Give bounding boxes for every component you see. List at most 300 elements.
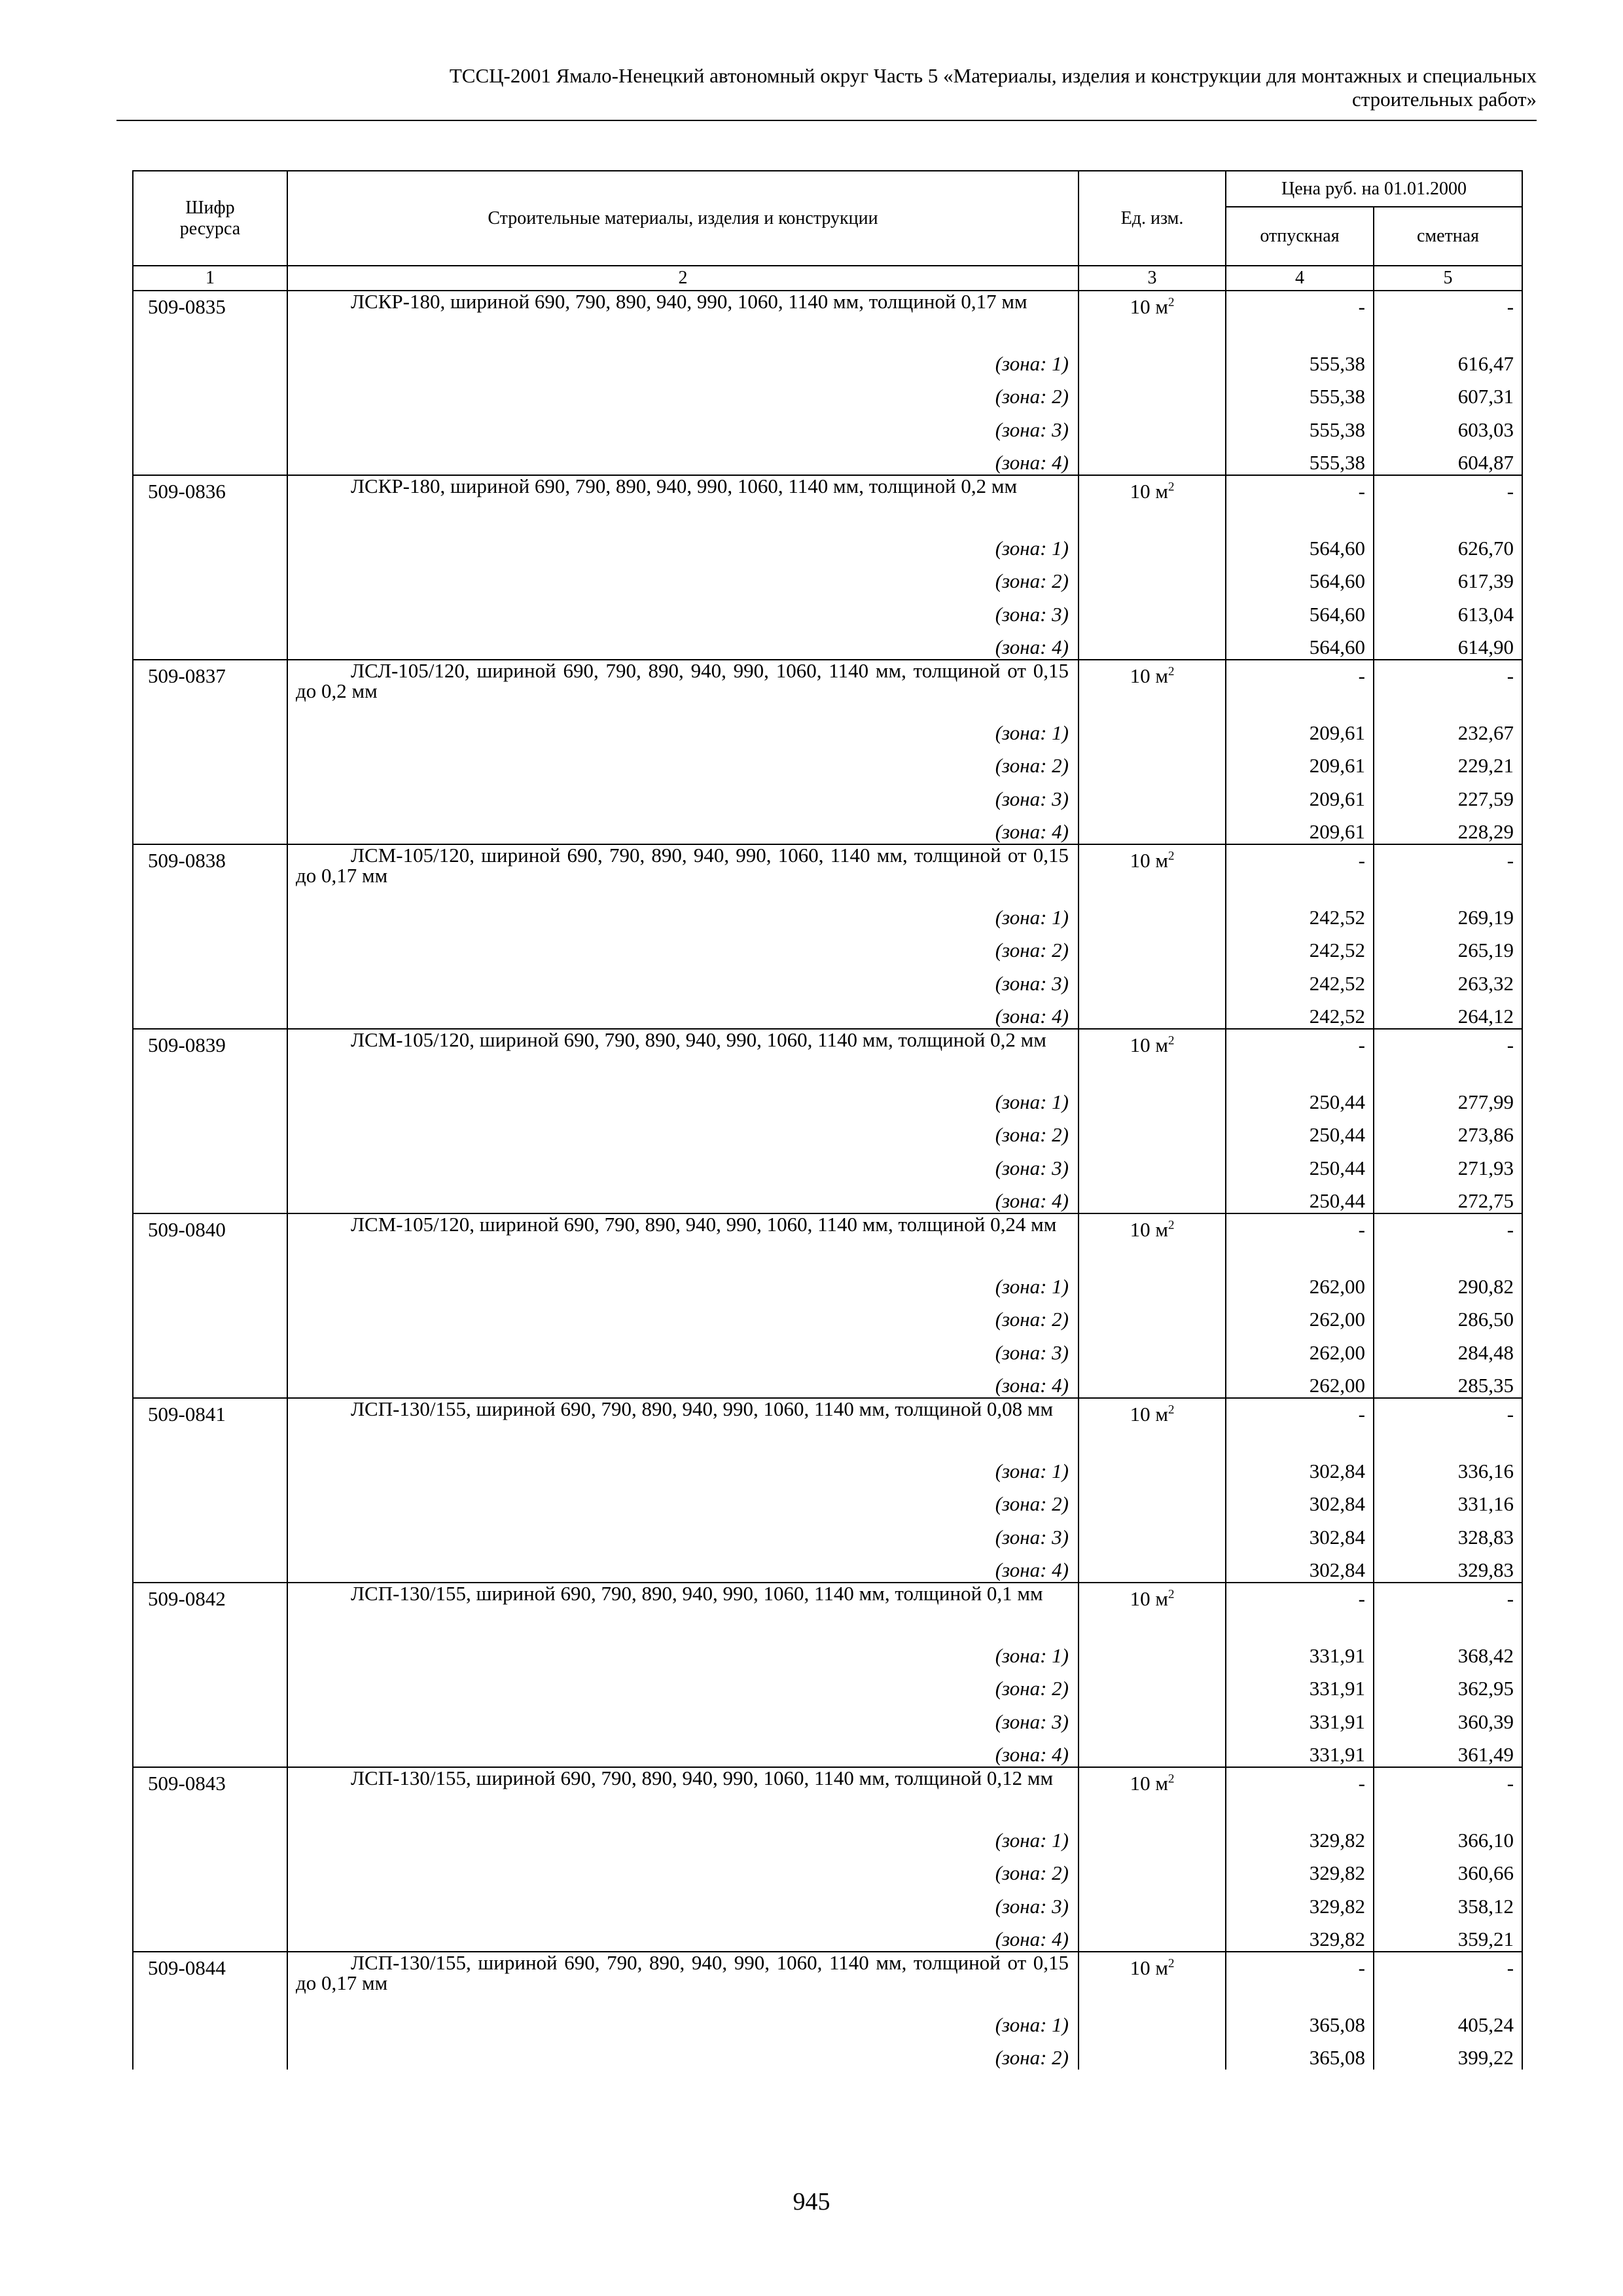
empty-cell bbox=[133, 778, 287, 811]
empty-cell bbox=[133, 1180, 287, 1214]
zone-label: (зона: 2) bbox=[287, 1668, 1079, 1701]
resource-name-text: ЛСЛ-105/120, шириной 690, 790, 890, 940, 990, 1060, 1140 мм, толщиной от 0,15 до 0,2 мм bbox=[296, 659, 1069, 702]
resource-unit bbox=[1079, 1767, 1226, 1819]
empty-cell bbox=[1079, 626, 1226, 660]
zone-release-price: 331,91 bbox=[1226, 1734, 1374, 1768]
release-price: - bbox=[1226, 1029, 1374, 1081]
resource-code: 509-0838 bbox=[133, 844, 287, 896]
empty-cell bbox=[133, 2037, 287, 2070]
empty-cell bbox=[133, 1265, 287, 1299]
zone-release-price: 555,38 bbox=[1226, 442, 1374, 476]
zone-estimate-price: 607,31 bbox=[1374, 376, 1522, 409]
estimate-price: - bbox=[1374, 660, 1522, 711]
unit-text: 10 м bbox=[1130, 1403, 1168, 1426]
empty-cell bbox=[133, 1668, 287, 1701]
empty-cell bbox=[133, 1852, 287, 1886]
table-body bbox=[133, 291, 1522, 2070]
empty-cell bbox=[133, 1299, 287, 1332]
empty-cell bbox=[133, 376, 287, 409]
zone-estimate-price: 626,70 bbox=[1374, 527, 1522, 560]
zone-estimate-price: 614,90 bbox=[1374, 626, 1522, 660]
empty-cell bbox=[133, 2003, 287, 2037]
release-price: - bbox=[1226, 1952, 1374, 2003]
zone-estimate-price: 604,87 bbox=[1374, 442, 1522, 476]
zone-release-price: 331,91 bbox=[1226, 1668, 1374, 1701]
resource-name-text: ЛСКР-180, шириной 690, 790, 890, 940, 990, 1060, 1140 мм, толщиной 0,17 мм bbox=[351, 290, 1027, 313]
release-price: - bbox=[1226, 475, 1374, 527]
zone-label: (зона: 1) bbox=[287, 896, 1079, 929]
page-number: 945 bbox=[793, 2188, 830, 2215]
zone-estimate-price: 360,66 bbox=[1374, 1852, 1522, 1886]
empty-cell bbox=[1079, 1081, 1226, 1114]
col-number: 3 bbox=[1079, 266, 1226, 291]
unit-exponent: 2 bbox=[1168, 1403, 1175, 1417]
resource-name bbox=[287, 660, 1079, 711]
resource-code: 509-0836 bbox=[133, 475, 287, 527]
empty-cell bbox=[1079, 442, 1226, 476]
zone-label: (зона: 1) bbox=[287, 1634, 1079, 1668]
empty-cell bbox=[1079, 1331, 1226, 1365]
zone-estimate-price: 329,83 bbox=[1374, 1549, 1522, 1583]
empty-cell bbox=[1079, 2003, 1226, 2037]
zone-row bbox=[133, 896, 1522, 929]
resource-code: 509-0843 bbox=[133, 1767, 287, 1819]
zone-estimate-price: 263,32 bbox=[1374, 962, 1522, 996]
zone-label: (зона: 2) bbox=[287, 929, 1079, 963]
zone-release-price: 262,00 bbox=[1226, 1265, 1374, 1299]
zone-release-price: 250,44 bbox=[1226, 1081, 1374, 1114]
zone-row bbox=[133, 1918, 1522, 1952]
empty-cell bbox=[133, 929, 287, 963]
zone-label: (зона: 3) bbox=[287, 962, 1079, 996]
zone-release-price: 242,52 bbox=[1226, 929, 1374, 963]
resource-name-text: ЛСП-130/155, шириной 690, 790, 890, 940, 990, 1060, 1140 мм, толщиной 0,12 мм bbox=[351, 1767, 1054, 1789]
zone-row bbox=[133, 408, 1522, 442]
running-header bbox=[116, 64, 1537, 111]
zone-label: (зона: 1) bbox=[287, 1819, 1079, 1852]
unit-text: 10 м bbox=[1130, 1033, 1168, 1056]
estimate-price: - bbox=[1374, 475, 1522, 527]
empty-cell bbox=[1079, 1819, 1226, 1852]
resource-name bbox=[287, 844, 1079, 896]
resource-code: 509-0841 bbox=[133, 1398, 287, 1450]
zone-row bbox=[133, 745, 1522, 778]
zone-row bbox=[133, 1114, 1522, 1147]
zone-label: (зона: 3) bbox=[287, 1885, 1079, 1918]
release-price: - bbox=[1226, 660, 1374, 711]
zone-label: (зона: 3) bbox=[287, 1700, 1079, 1734]
empty-cell bbox=[1079, 1700, 1226, 1734]
zone-estimate-price: 271,93 bbox=[1374, 1147, 1522, 1180]
empty-cell bbox=[133, 593, 287, 626]
empty-cell bbox=[133, 962, 287, 996]
col-unit-header: Ед. изм. bbox=[1079, 171, 1226, 266]
unit-text: 10 м bbox=[1130, 480, 1168, 503]
zone-estimate-price: 368,42 bbox=[1374, 1634, 1522, 1668]
zone-estimate-price: 284,48 bbox=[1374, 1331, 1522, 1365]
empty-cell bbox=[1079, 962, 1226, 996]
zone-estimate-price: 272,75 bbox=[1374, 1180, 1522, 1214]
unit-exponent: 2 bbox=[1168, 664, 1175, 679]
empty-cell bbox=[1079, 711, 1226, 745]
zone-row bbox=[133, 1516, 1522, 1549]
empty-cell bbox=[133, 560, 287, 594]
zone-label: (зона: 4) bbox=[287, 626, 1079, 660]
zone-release-price: 262,00 bbox=[1226, 1299, 1374, 1332]
zone-row bbox=[133, 560, 1522, 594]
empty-cell bbox=[133, 1365, 287, 1399]
zone-label: (зона: 1) bbox=[287, 1081, 1079, 1114]
zone-estimate-price: 265,19 bbox=[1374, 929, 1522, 963]
empty-cell bbox=[1079, 896, 1226, 929]
empty-cell bbox=[1079, 1852, 1226, 1886]
empty-cell bbox=[133, 626, 287, 660]
zone-row bbox=[133, 1885, 1522, 1918]
zone-estimate-price: 331,16 bbox=[1374, 1483, 1522, 1516]
estimate-price: - bbox=[1374, 1583, 1522, 1634]
empty-cell bbox=[133, 896, 287, 929]
zone-row bbox=[133, 2037, 1522, 2070]
zone-estimate-price: 290,82 bbox=[1374, 1265, 1522, 1299]
zone-release-price: 329,82 bbox=[1226, 1918, 1374, 1952]
zone-release-price: 555,38 bbox=[1226, 342, 1374, 376]
resource-unit bbox=[1079, 475, 1226, 527]
zone-label: (зона: 4) bbox=[287, 996, 1079, 1030]
empty-cell bbox=[1079, 1668, 1226, 1701]
zone-row bbox=[133, 1450, 1522, 1483]
zone-label: (зона: 4) bbox=[287, 1180, 1079, 1214]
col-name-header: Строительные материалы, изделия и конструкции bbox=[287, 171, 1079, 266]
empty-cell bbox=[1079, 1365, 1226, 1399]
empty-cell bbox=[133, 1549, 287, 1583]
zone-row bbox=[133, 376, 1522, 409]
resource-code: 509-0842 bbox=[133, 1583, 287, 1634]
zone-estimate-price: 603,03 bbox=[1374, 408, 1522, 442]
empty-cell bbox=[1079, 342, 1226, 376]
empty-cell bbox=[133, 811, 287, 845]
price-table bbox=[132, 170, 1523, 2070]
zone-release-price: 564,60 bbox=[1226, 527, 1374, 560]
resource-name-text: ЛСМ-105/120, шириной 690, 790, 890, 940, 990, 1060, 1140 мм, толщиной 0,24 мм bbox=[351, 1213, 1057, 1236]
table-row bbox=[133, 1952, 1522, 2003]
empty-cell bbox=[1079, 1450, 1226, 1483]
zone-release-price: 365,08 bbox=[1226, 2003, 1374, 2037]
zone-release-price: 250,44 bbox=[1226, 1147, 1374, 1180]
col-price-header: Цена руб. на 01.01.2000 bbox=[1226, 171, 1522, 207]
empty-cell bbox=[133, 711, 287, 745]
zone-label: (зона: 4) bbox=[287, 1918, 1079, 1952]
zone-estimate-price: 366,10 bbox=[1374, 1819, 1522, 1852]
empty-cell bbox=[133, 1634, 287, 1668]
empty-cell bbox=[1079, 1483, 1226, 1516]
empty-cell bbox=[133, 1700, 287, 1734]
zone-label: (зона: 1) bbox=[287, 2003, 1079, 2037]
zone-label: (зона: 3) bbox=[287, 408, 1079, 442]
resource-name-text: ЛСМ-105/120, шириной 690, 790, 890, 940, 990, 1060, 1140 мм, толщиной 0,2 мм bbox=[351, 1028, 1046, 1051]
zone-row bbox=[133, 1147, 1522, 1180]
release-price: - bbox=[1226, 844, 1374, 896]
empty-cell bbox=[1079, 1634, 1226, 1668]
table-row bbox=[133, 475, 1522, 527]
resource-name bbox=[287, 475, 1079, 527]
resource-name bbox=[287, 1952, 1079, 2003]
zone-estimate-price: 286,50 bbox=[1374, 1299, 1522, 1332]
empty-cell bbox=[1079, 408, 1226, 442]
resource-name bbox=[287, 1029, 1079, 1081]
zone-row bbox=[133, 1668, 1522, 1701]
resource-unit bbox=[1079, 1213, 1226, 1265]
empty-cell bbox=[133, 527, 287, 560]
estimate-price: - bbox=[1374, 1952, 1522, 2003]
zone-row bbox=[133, 527, 1522, 560]
zone-release-price: 242,52 bbox=[1226, 896, 1374, 929]
zone-release-price: 365,08 bbox=[1226, 2037, 1374, 2070]
release-price: - bbox=[1226, 1398, 1374, 1450]
zone-release-price: 209,61 bbox=[1226, 711, 1374, 745]
header-rule bbox=[116, 120, 1537, 121]
zone-estimate-price: 273,86 bbox=[1374, 1114, 1522, 1147]
zone-label: (зона: 2) bbox=[287, 1114, 1079, 1147]
zone-release-price: 564,60 bbox=[1226, 560, 1374, 594]
zone-label: (зона: 2) bbox=[287, 1483, 1079, 1516]
zone-row bbox=[133, 442, 1522, 476]
unit-text: 10 м bbox=[1130, 1587, 1168, 1610]
zone-release-price: 331,91 bbox=[1226, 1634, 1374, 1668]
zone-label: (зона: 3) bbox=[287, 1516, 1079, 1549]
empty-cell bbox=[1079, 527, 1226, 560]
zone-label: (зона: 3) bbox=[287, 778, 1079, 811]
zone-label: (зона: 1) bbox=[287, 342, 1079, 376]
resource-name-text: ЛСКР-180, шириной 690, 790, 890, 940, 990, 1060, 1140 мм, толщиной 0,2 мм bbox=[351, 475, 1018, 497]
zone-estimate-price: 399,22 bbox=[1374, 2037, 1522, 2070]
zone-label: (зона: 1) bbox=[287, 1450, 1079, 1483]
zone-row bbox=[133, 2003, 1522, 2037]
empty-cell bbox=[133, 1885, 287, 1918]
zone-label: (зона: 2) bbox=[287, 1852, 1079, 1886]
zone-estimate-price: 617,39 bbox=[1374, 560, 1522, 594]
zone-label: (зона: 2) bbox=[287, 560, 1079, 594]
zone-estimate-price: 227,59 bbox=[1374, 778, 1522, 811]
empty-cell bbox=[1079, 560, 1226, 594]
empty-cell bbox=[133, 1114, 287, 1147]
zone-estimate-price: 264,12 bbox=[1374, 996, 1522, 1030]
zone-estimate-price: 361,49 bbox=[1374, 1734, 1522, 1768]
zone-release-price: 564,60 bbox=[1226, 593, 1374, 626]
zone-estimate-price: 616,47 bbox=[1374, 342, 1522, 376]
zone-release-price: 209,61 bbox=[1226, 778, 1374, 811]
resource-unit bbox=[1079, 1398, 1226, 1450]
zone-label: (зона: 4) bbox=[287, 1365, 1079, 1399]
empty-cell bbox=[1079, 1516, 1226, 1549]
zone-label: (зона: 3) bbox=[287, 1331, 1079, 1365]
table-row bbox=[133, 660, 1522, 711]
empty-cell bbox=[133, 1081, 287, 1114]
resource-name bbox=[287, 1398, 1079, 1450]
empty-cell bbox=[133, 1450, 287, 1483]
resource-code: 509-0839 bbox=[133, 1029, 287, 1081]
empty-cell bbox=[133, 1331, 287, 1365]
empty-cell bbox=[133, 745, 287, 778]
unit-exponent: 2 bbox=[1168, 1033, 1175, 1048]
empty-cell bbox=[133, 1819, 287, 1852]
empty-cell bbox=[133, 1147, 287, 1180]
zone-estimate-price: 229,21 bbox=[1374, 745, 1522, 778]
zone-release-price: 331,91 bbox=[1226, 1700, 1374, 1734]
resource-code: 509-0844 bbox=[133, 1952, 287, 2003]
zone-release-price: 209,61 bbox=[1226, 745, 1374, 778]
release-price: - bbox=[1226, 1213, 1374, 1265]
col-number: 2 bbox=[287, 266, 1079, 291]
zone-release-price: 564,60 bbox=[1226, 626, 1374, 660]
zone-release-price: 262,00 bbox=[1226, 1365, 1374, 1399]
unit-exponent: 2 bbox=[1168, 1772, 1175, 1786]
zone-label: (зона: 4) bbox=[287, 1734, 1079, 1768]
resource-name-text: ЛСМ-105/120, шириной 690, 790, 890, 940, 990, 1060, 1140 мм, толщиной от 0,15 до 0,17 мм bbox=[296, 844, 1069, 887]
resource-name bbox=[287, 291, 1079, 342]
table-row bbox=[133, 844, 1522, 896]
release-price: - bbox=[1226, 1583, 1374, 1634]
resource-name bbox=[287, 1583, 1079, 1634]
zone-row bbox=[133, 1483, 1522, 1516]
zone-estimate-price: 328,83 bbox=[1374, 1516, 1522, 1549]
unit-text: 10 м bbox=[1130, 295, 1168, 318]
zone-row bbox=[133, 1549, 1522, 1583]
zone-label: (зона: 4) bbox=[287, 811, 1079, 845]
zone-release-price: 242,52 bbox=[1226, 996, 1374, 1030]
table-row bbox=[133, 1029, 1522, 1081]
zone-row bbox=[133, 1852, 1522, 1886]
empty-cell bbox=[1079, 811, 1226, 845]
zone-label: (зона: 2) bbox=[287, 2037, 1079, 2070]
resource-unit bbox=[1079, 1952, 1226, 2003]
zone-release-price: 262,00 bbox=[1226, 1331, 1374, 1365]
estimate-price: - bbox=[1374, 1767, 1522, 1819]
zone-row bbox=[133, 593, 1522, 626]
zone-estimate-price: 336,16 bbox=[1374, 1450, 1522, 1483]
zone-release-price: 250,44 bbox=[1226, 1180, 1374, 1214]
zone-row bbox=[133, 1819, 1522, 1852]
zone-label: (зона: 2) bbox=[287, 1299, 1079, 1332]
zone-row bbox=[133, 1081, 1522, 1114]
zone-label: (зона: 2) bbox=[287, 745, 1079, 778]
zone-release-price: 250,44 bbox=[1226, 1114, 1374, 1147]
empty-cell bbox=[133, 442, 287, 476]
empty-cell bbox=[1079, 778, 1226, 811]
zone-release-price: 302,84 bbox=[1226, 1450, 1374, 1483]
zone-row bbox=[133, 1634, 1522, 1668]
resource-code: 509-0837 bbox=[133, 660, 287, 711]
empty-cell bbox=[1079, 1549, 1226, 1583]
estimate-price: - bbox=[1374, 1213, 1522, 1265]
resource-code: 509-0835 bbox=[133, 291, 287, 342]
empty-cell bbox=[133, 342, 287, 376]
unit-text: 10 м bbox=[1130, 1218, 1168, 1241]
col-estimate-header: сметная bbox=[1374, 207, 1522, 266]
zone-label: (зона: 3) bbox=[287, 1147, 1079, 1180]
zone-estimate-price: 613,04 bbox=[1374, 593, 1522, 626]
empty-cell bbox=[133, 996, 287, 1030]
zone-estimate-price: 358,12 bbox=[1374, 1885, 1522, 1918]
table-row bbox=[133, 291, 1522, 342]
resource-name-text: ЛСП-130/155, шириной 690, 790, 890, 940, 990, 1060, 1140 мм, толщиной 0,1 мм bbox=[351, 1582, 1043, 1605]
resource-name-text: ЛСП-130/155, шириной 690, 790, 890, 940, 990, 1060, 1140 мм, толщиной 0,08 мм bbox=[351, 1397, 1054, 1420]
estimate-price: - bbox=[1374, 1029, 1522, 1081]
empty-cell bbox=[1079, 1180, 1226, 1214]
empty-cell bbox=[133, 1516, 287, 1549]
empty-cell bbox=[1079, 1918, 1226, 1952]
col-code-header: Шифр ресурса bbox=[133, 171, 287, 266]
table-row bbox=[133, 1767, 1522, 1819]
zone-row bbox=[133, 342, 1522, 376]
zone-estimate-price: 362,95 bbox=[1374, 1668, 1522, 1701]
zone-release-price: 209,61 bbox=[1226, 811, 1374, 845]
estimate-price: - bbox=[1374, 844, 1522, 896]
zone-release-price: 302,84 bbox=[1226, 1549, 1374, 1583]
zone-estimate-price: 269,19 bbox=[1374, 896, 1522, 929]
col-number: 4 bbox=[1226, 266, 1374, 291]
unit-exponent: 2 bbox=[1168, 849, 1175, 863]
resource-unit bbox=[1079, 844, 1226, 896]
zone-estimate-price: 277,99 bbox=[1374, 1081, 1522, 1114]
empty-cell bbox=[133, 1734, 287, 1768]
zone-row bbox=[133, 929, 1522, 963]
zone-label: (зона: 4) bbox=[287, 1549, 1079, 1583]
zone-estimate-price: 285,35 bbox=[1374, 1365, 1522, 1399]
zone-estimate-price: 360,39 bbox=[1374, 1700, 1522, 1734]
zone-row bbox=[133, 626, 1522, 660]
empty-cell bbox=[1079, 593, 1226, 626]
table-row bbox=[133, 1583, 1522, 1634]
running-header-line1: ТССЦ-2001 Ямало-Ненецкий автономный округ Часть 5 «Материалы, изделия и конструкции для монтажных и специальных bbox=[449, 64, 1537, 87]
unit-exponent: 2 bbox=[1168, 1956, 1175, 1971]
unit-text: 10 м bbox=[1130, 849, 1168, 872]
zone-row bbox=[133, 962, 1522, 996]
zone-row bbox=[133, 778, 1522, 811]
zone-estimate-price: 228,29 bbox=[1374, 811, 1522, 845]
resource-name bbox=[287, 1767, 1079, 1819]
resource-unit bbox=[1079, 1583, 1226, 1634]
zone-row bbox=[133, 811, 1522, 845]
empty-cell bbox=[133, 1483, 287, 1516]
zone-row bbox=[133, 1180, 1522, 1214]
empty-cell bbox=[133, 408, 287, 442]
empty-cell bbox=[1079, 996, 1226, 1030]
unit-text: 10 м bbox=[1130, 1772, 1168, 1795]
zone-release-price: 555,38 bbox=[1226, 376, 1374, 409]
zone-release-price: 302,84 bbox=[1226, 1516, 1374, 1549]
empty-cell bbox=[1079, 745, 1226, 778]
zone-label: (зона: 3) bbox=[287, 593, 1079, 626]
resource-unit bbox=[1079, 291, 1226, 342]
empty-cell bbox=[1079, 929, 1226, 963]
resource-name-text: ЛСП-130/155, шириной 690, 790, 890, 940, 990, 1060, 1140 мм, толщиной от 0,15 до 0,17 мм bbox=[296, 1951, 1069, 1994]
zone-label: (зона: 1) bbox=[287, 711, 1079, 745]
unit-exponent: 2 bbox=[1168, 480, 1175, 494]
estimate-price: - bbox=[1374, 291, 1522, 342]
zone-row bbox=[133, 1331, 1522, 1365]
zone-release-price: 302,84 bbox=[1226, 1483, 1374, 1516]
zone-row bbox=[133, 1265, 1522, 1299]
unit-exponent: 2 bbox=[1168, 295, 1175, 310]
empty-cell bbox=[133, 1918, 287, 1952]
zone-label: (зона: 1) bbox=[287, 527, 1079, 560]
zone-release-price: 555,38 bbox=[1226, 408, 1374, 442]
release-price: - bbox=[1226, 291, 1374, 342]
empty-cell bbox=[1079, 1734, 1226, 1768]
zone-row bbox=[133, 1365, 1522, 1399]
zone-release-price: 242,52 bbox=[1226, 962, 1374, 996]
empty-cell bbox=[1079, 2037, 1226, 2070]
